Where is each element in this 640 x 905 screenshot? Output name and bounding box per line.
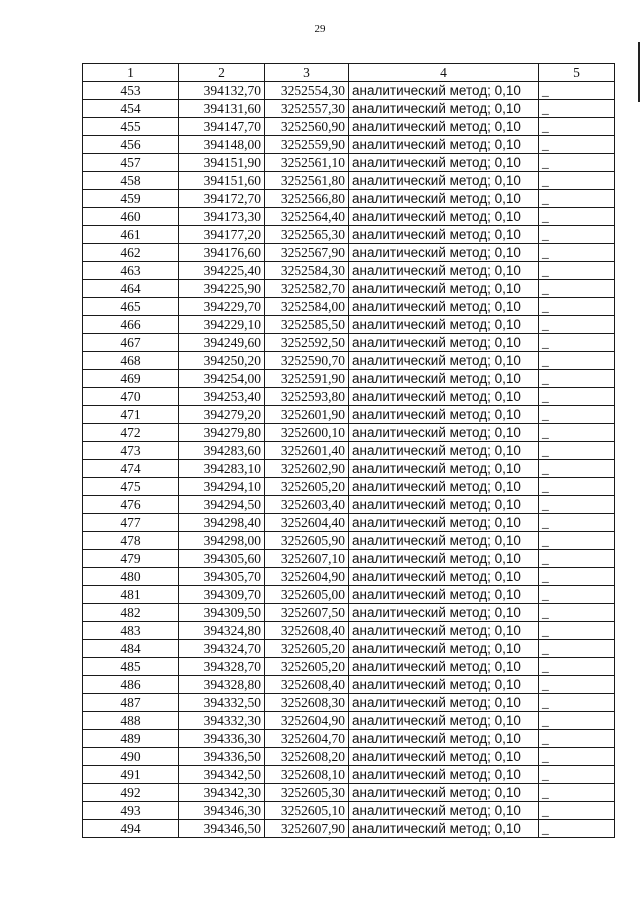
table-row — [83, 334, 615, 352]
x-coordinate: 394298,40 — [179, 514, 265, 532]
y-coordinate: 3252601,40 — [265, 442, 349, 460]
point-number: 457 — [83, 154, 179, 172]
table-row — [83, 190, 615, 208]
note-cell: _ — [539, 82, 615, 100]
x-coordinate: 394328,80 — [179, 676, 265, 694]
x-coordinate: 394147,70 — [179, 118, 265, 136]
note-cell: _ — [539, 820, 615, 838]
y-coordinate: 3252566,80 — [265, 190, 349, 208]
table-body — [83, 82, 615, 838]
x-coordinate: 394250,20 — [179, 352, 265, 370]
table-row — [83, 316, 615, 334]
point-number: 491 — [83, 766, 179, 784]
note-cell: _ — [539, 442, 615, 460]
point-number: 464 — [83, 280, 179, 298]
y-coordinate: 3252564,40 — [265, 208, 349, 226]
method-accuracy: аналитический метод; 0,10 — [349, 82, 539, 100]
method-accuracy: аналитический метод; 0,10 — [349, 496, 539, 514]
table-row — [83, 820, 615, 838]
point-number: 468 — [83, 352, 179, 370]
note-cell: _ — [539, 748, 615, 766]
table-row — [83, 622, 615, 640]
y-coordinate: 3252605,20 — [265, 658, 349, 676]
point-number: 482 — [83, 604, 179, 622]
point-number: 469 — [83, 370, 179, 388]
method-accuracy: аналитический метод; 0,10 — [349, 604, 539, 622]
note-cell: _ — [539, 406, 615, 424]
table-row — [83, 424, 615, 442]
point-number: 473 — [83, 442, 179, 460]
table-row — [83, 82, 615, 100]
table-row — [83, 442, 615, 460]
method-accuracy: аналитический метод; 0,10 — [349, 640, 539, 658]
x-coordinate: 394177,20 — [179, 226, 265, 244]
x-coordinate: 394305,70 — [179, 568, 265, 586]
x-coordinate: 394249,60 — [179, 334, 265, 352]
method-accuracy: аналитический метод; 0,10 — [349, 622, 539, 640]
table-row — [83, 406, 615, 424]
note-cell: _ — [539, 694, 615, 712]
table-row — [83, 226, 615, 244]
x-coordinate: 394342,50 — [179, 766, 265, 784]
y-coordinate: 3252605,90 — [265, 532, 349, 550]
note-cell: _ — [539, 568, 615, 586]
y-coordinate: 3252604,70 — [265, 730, 349, 748]
table-row — [83, 766, 615, 784]
point-number: 458 — [83, 172, 179, 190]
x-coordinate: 394332,30 — [179, 712, 265, 730]
x-coordinate: 394279,20 — [179, 406, 265, 424]
table-row — [83, 244, 615, 262]
table-row — [83, 586, 615, 604]
x-coordinate: 394229,70 — [179, 298, 265, 316]
method-accuracy: аналитический метод; 0,10 — [349, 712, 539, 730]
y-coordinate: 3252608,20 — [265, 748, 349, 766]
point-number: 466 — [83, 316, 179, 334]
method-accuracy: аналитический метод; 0,10 — [349, 388, 539, 406]
table-row — [83, 730, 615, 748]
x-coordinate: 394294,10 — [179, 478, 265, 496]
note-cell: _ — [539, 388, 615, 406]
note-cell: _ — [539, 118, 615, 136]
method-accuracy: аналитический метод; 0,10 — [349, 370, 539, 388]
y-coordinate: 3252608,40 — [265, 676, 349, 694]
note-cell: _ — [539, 640, 615, 658]
note-cell: _ — [539, 334, 615, 352]
point-number: 483 — [83, 622, 179, 640]
method-accuracy: аналитический метод; 0,10 — [349, 118, 539, 136]
x-coordinate: 394131,60 — [179, 100, 265, 118]
method-accuracy: аналитический метод; 0,10 — [349, 586, 539, 604]
method-accuracy: аналитический метод; 0,10 — [349, 262, 539, 280]
coordinates-table — [82, 63, 615, 838]
y-coordinate: 3252605,10 — [265, 802, 349, 820]
table-row — [83, 280, 615, 298]
header-col-5: 5 — [539, 64, 615, 82]
y-coordinate: 3252560,90 — [265, 118, 349, 136]
note-cell: _ — [539, 460, 615, 478]
table-row — [83, 370, 615, 388]
method-accuracy: аналитический метод; 0,10 — [349, 766, 539, 784]
note-cell: _ — [539, 550, 615, 568]
y-coordinate: 3252607,10 — [265, 550, 349, 568]
method-accuracy: аналитический метод; 0,10 — [349, 190, 539, 208]
point-number: 475 — [83, 478, 179, 496]
y-coordinate: 3252605,20 — [265, 640, 349, 658]
y-coordinate: 3252607,90 — [265, 820, 349, 838]
note-cell: _ — [539, 172, 615, 190]
method-accuracy: аналитический метод; 0,10 — [349, 550, 539, 568]
method-accuracy: аналитический метод; 0,10 — [349, 406, 539, 424]
method-accuracy: аналитический метод; 0,10 — [349, 442, 539, 460]
table-row — [83, 802, 615, 820]
point-number: 465 — [83, 298, 179, 316]
method-accuracy: аналитический метод; 0,10 — [349, 730, 539, 748]
note-cell: _ — [539, 622, 615, 640]
point-number: 454 — [83, 100, 179, 118]
note-cell: _ — [539, 352, 615, 370]
point-number: 460 — [83, 208, 179, 226]
point-number: 481 — [83, 586, 179, 604]
x-coordinate: 394309,70 — [179, 586, 265, 604]
x-coordinate: 394346,50 — [179, 820, 265, 838]
note-cell: _ — [539, 802, 615, 820]
table-row — [83, 694, 615, 712]
x-coordinate: 394324,80 — [179, 622, 265, 640]
point-number: 486 — [83, 676, 179, 694]
method-accuracy: аналитический метод; 0,10 — [349, 478, 539, 496]
point-number: 476 — [83, 496, 179, 514]
note-cell: _ — [539, 370, 615, 388]
table-row — [83, 748, 615, 766]
x-coordinate: 394283,10 — [179, 460, 265, 478]
point-number: 462 — [83, 244, 179, 262]
y-coordinate: 3252559,90 — [265, 136, 349, 154]
y-coordinate: 3252601,90 — [265, 406, 349, 424]
table-row — [83, 712, 615, 730]
x-coordinate: 394342,30 — [179, 784, 265, 802]
y-coordinate: 3252600,10 — [265, 424, 349, 442]
point-number: 489 — [83, 730, 179, 748]
method-accuracy: аналитический метод; 0,10 — [349, 460, 539, 478]
method-accuracy: аналитический метод; 0,10 — [349, 280, 539, 298]
method-accuracy: аналитический метод; 0,10 — [349, 100, 539, 118]
note-cell: _ — [539, 244, 615, 262]
x-coordinate: 394151,60 — [179, 172, 265, 190]
method-accuracy: аналитический метод; 0,10 — [349, 568, 539, 586]
table-header-row — [83, 64, 615, 82]
method-accuracy: аналитический метод; 0,10 — [349, 784, 539, 802]
method-accuracy: аналитический метод; 0,10 — [349, 820, 539, 838]
point-number: 494 — [83, 820, 179, 838]
y-coordinate: 3252561,80 — [265, 172, 349, 190]
point-number: 488 — [83, 712, 179, 730]
table-row — [83, 118, 615, 136]
point-number: 477 — [83, 514, 179, 532]
point-number: 467 — [83, 334, 179, 352]
y-coordinate: 3252602,90 — [265, 460, 349, 478]
table-row — [83, 478, 615, 496]
table-row — [83, 100, 615, 118]
table-row — [83, 658, 615, 676]
y-coordinate: 3252557,30 — [265, 100, 349, 118]
note-cell: _ — [539, 298, 615, 316]
y-coordinate: 3252608,40 — [265, 622, 349, 640]
note-cell: _ — [539, 784, 615, 802]
point-number: 471 — [83, 406, 179, 424]
x-coordinate: 394253,40 — [179, 388, 265, 406]
note-cell: _ — [539, 586, 615, 604]
y-coordinate: 3252561,10 — [265, 154, 349, 172]
table-row — [83, 262, 615, 280]
point-number: 485 — [83, 658, 179, 676]
method-accuracy: аналитический метод; 0,10 — [349, 694, 539, 712]
x-coordinate: 394309,50 — [179, 604, 265, 622]
note-cell: _ — [539, 316, 615, 334]
note-cell: _ — [539, 676, 615, 694]
x-coordinate: 394132,70 — [179, 82, 265, 100]
x-coordinate: 394346,30 — [179, 802, 265, 820]
point-number: 461 — [83, 226, 179, 244]
point-number: 492 — [83, 784, 179, 802]
header-col-1: 1 — [83, 64, 179, 82]
method-accuracy: аналитический метод; 0,10 — [349, 658, 539, 676]
method-accuracy: аналитический метод; 0,10 — [349, 298, 539, 316]
note-cell: _ — [539, 100, 615, 118]
x-coordinate: 394332,50 — [179, 694, 265, 712]
point-number: 487 — [83, 694, 179, 712]
note-cell: _ — [539, 604, 615, 622]
note-cell: _ — [539, 136, 615, 154]
y-coordinate: 3252584,00 — [265, 298, 349, 316]
point-number: 463 — [83, 262, 179, 280]
point-number: 459 — [83, 190, 179, 208]
table-row — [83, 298, 615, 316]
point-number: 478 — [83, 532, 179, 550]
y-coordinate: 3252608,10 — [265, 766, 349, 784]
y-coordinate: 3252608,30 — [265, 694, 349, 712]
y-coordinate: 3252584,30 — [265, 262, 349, 280]
table-row — [83, 640, 615, 658]
note-cell: _ — [539, 712, 615, 730]
x-coordinate: 394148,00 — [179, 136, 265, 154]
table-row — [83, 154, 615, 172]
method-accuracy: аналитический метод; 0,10 — [349, 532, 539, 550]
x-coordinate: 394324,70 — [179, 640, 265, 658]
note-cell: _ — [539, 478, 615, 496]
y-coordinate: 3252567,90 — [265, 244, 349, 262]
y-coordinate: 3252590,70 — [265, 352, 349, 370]
y-coordinate: 3252607,50 — [265, 604, 349, 622]
method-accuracy: аналитический метод; 0,10 — [349, 334, 539, 352]
table-row — [83, 532, 615, 550]
x-coordinate: 394225,40 — [179, 262, 265, 280]
table-row — [83, 208, 615, 226]
point-number: 490 — [83, 748, 179, 766]
y-coordinate: 3252593,80 — [265, 388, 349, 406]
table-row — [83, 514, 615, 532]
note-cell: _ — [539, 190, 615, 208]
x-coordinate: 394305,60 — [179, 550, 265, 568]
table-row — [83, 496, 615, 514]
x-coordinate: 394279,80 — [179, 424, 265, 442]
y-coordinate: 3252585,50 — [265, 316, 349, 334]
method-accuracy: аналитический метод; 0,10 — [349, 208, 539, 226]
method-accuracy: аналитический метод; 0,10 — [349, 514, 539, 532]
note-cell: _ — [539, 496, 615, 514]
y-coordinate: 3252605,00 — [265, 586, 349, 604]
method-accuracy: аналитический метод; 0,10 — [349, 316, 539, 334]
y-coordinate: 3252604,90 — [265, 712, 349, 730]
method-accuracy: аналитический метод; 0,10 — [349, 352, 539, 370]
x-coordinate: 394336,30 — [179, 730, 265, 748]
x-coordinate: 394254,00 — [179, 370, 265, 388]
point-number: 456 — [83, 136, 179, 154]
note-cell: _ — [539, 154, 615, 172]
note-cell: _ — [539, 766, 615, 784]
note-cell: _ — [539, 658, 615, 676]
x-coordinate: 394225,90 — [179, 280, 265, 298]
note-cell: _ — [539, 262, 615, 280]
header-col-3: 3 — [265, 64, 349, 82]
x-coordinate: 394172,70 — [179, 190, 265, 208]
table-row — [83, 388, 615, 406]
table-row — [83, 460, 615, 478]
note-cell: _ — [539, 424, 615, 442]
point-number: 474 — [83, 460, 179, 478]
x-coordinate: 394336,50 — [179, 748, 265, 766]
method-accuracy: аналитический метод; 0,10 — [349, 748, 539, 766]
point-number: 470 — [83, 388, 179, 406]
y-coordinate: 3252604,40 — [265, 514, 349, 532]
y-coordinate: 3252591,90 — [265, 370, 349, 388]
page-number: 29 — [314, 23, 326, 35]
y-coordinate: 3252603,40 — [265, 496, 349, 514]
note-cell: _ — [539, 532, 615, 550]
method-accuracy: аналитический метод; 0,10 — [349, 802, 539, 820]
note-cell: _ — [539, 208, 615, 226]
point-number: 484 — [83, 640, 179, 658]
x-coordinate: 394176,60 — [179, 244, 265, 262]
x-coordinate: 394283,60 — [179, 442, 265, 460]
method-accuracy: аналитический метод; 0,10 — [349, 154, 539, 172]
header-col-4: 4 — [349, 64, 539, 82]
table-row — [83, 568, 615, 586]
note-cell: _ — [539, 730, 615, 748]
method-accuracy: аналитический метод; 0,10 — [349, 424, 539, 442]
table-row — [83, 136, 615, 154]
y-coordinate: 3252605,30 — [265, 784, 349, 802]
y-coordinate: 3252582,70 — [265, 280, 349, 298]
y-coordinate: 3252592,50 — [265, 334, 349, 352]
note-cell: _ — [539, 280, 615, 298]
header-col-2: 2 — [179, 64, 265, 82]
note-cell: _ — [539, 226, 615, 244]
method-accuracy: аналитический метод; 0,10 — [349, 172, 539, 190]
method-accuracy: аналитический метод; 0,10 — [349, 244, 539, 262]
point-number: 455 — [83, 118, 179, 136]
y-coordinate: 3252604,90 — [265, 568, 349, 586]
table-row — [83, 352, 615, 370]
method-accuracy: аналитический метод; 0,10 — [349, 136, 539, 154]
x-coordinate: 394298,00 — [179, 532, 265, 550]
x-coordinate: 394151,90 — [179, 154, 265, 172]
point-number: 480 — [83, 568, 179, 586]
point-number: 453 — [83, 82, 179, 100]
method-accuracy: аналитический метод; 0,10 — [349, 226, 539, 244]
table-row — [83, 784, 615, 802]
y-coordinate: 3252565,30 — [265, 226, 349, 244]
table-row — [83, 676, 615, 694]
method-accuracy: аналитический метод; 0,10 — [349, 676, 539, 694]
x-coordinate: 394328,70 — [179, 658, 265, 676]
point-number: 479 — [83, 550, 179, 568]
y-coordinate: 3252554,30 — [265, 82, 349, 100]
note-cell: _ — [539, 514, 615, 532]
x-coordinate: 394294,50 — [179, 496, 265, 514]
point-number: 493 — [83, 802, 179, 820]
x-coordinate: 394229,10 — [179, 316, 265, 334]
table-row — [83, 550, 615, 568]
y-coordinate: 3252605,20 — [265, 478, 349, 496]
point-number: 472 — [83, 424, 179, 442]
x-coordinate: 394173,30 — [179, 208, 265, 226]
table-row — [83, 172, 615, 190]
table-row — [83, 604, 615, 622]
